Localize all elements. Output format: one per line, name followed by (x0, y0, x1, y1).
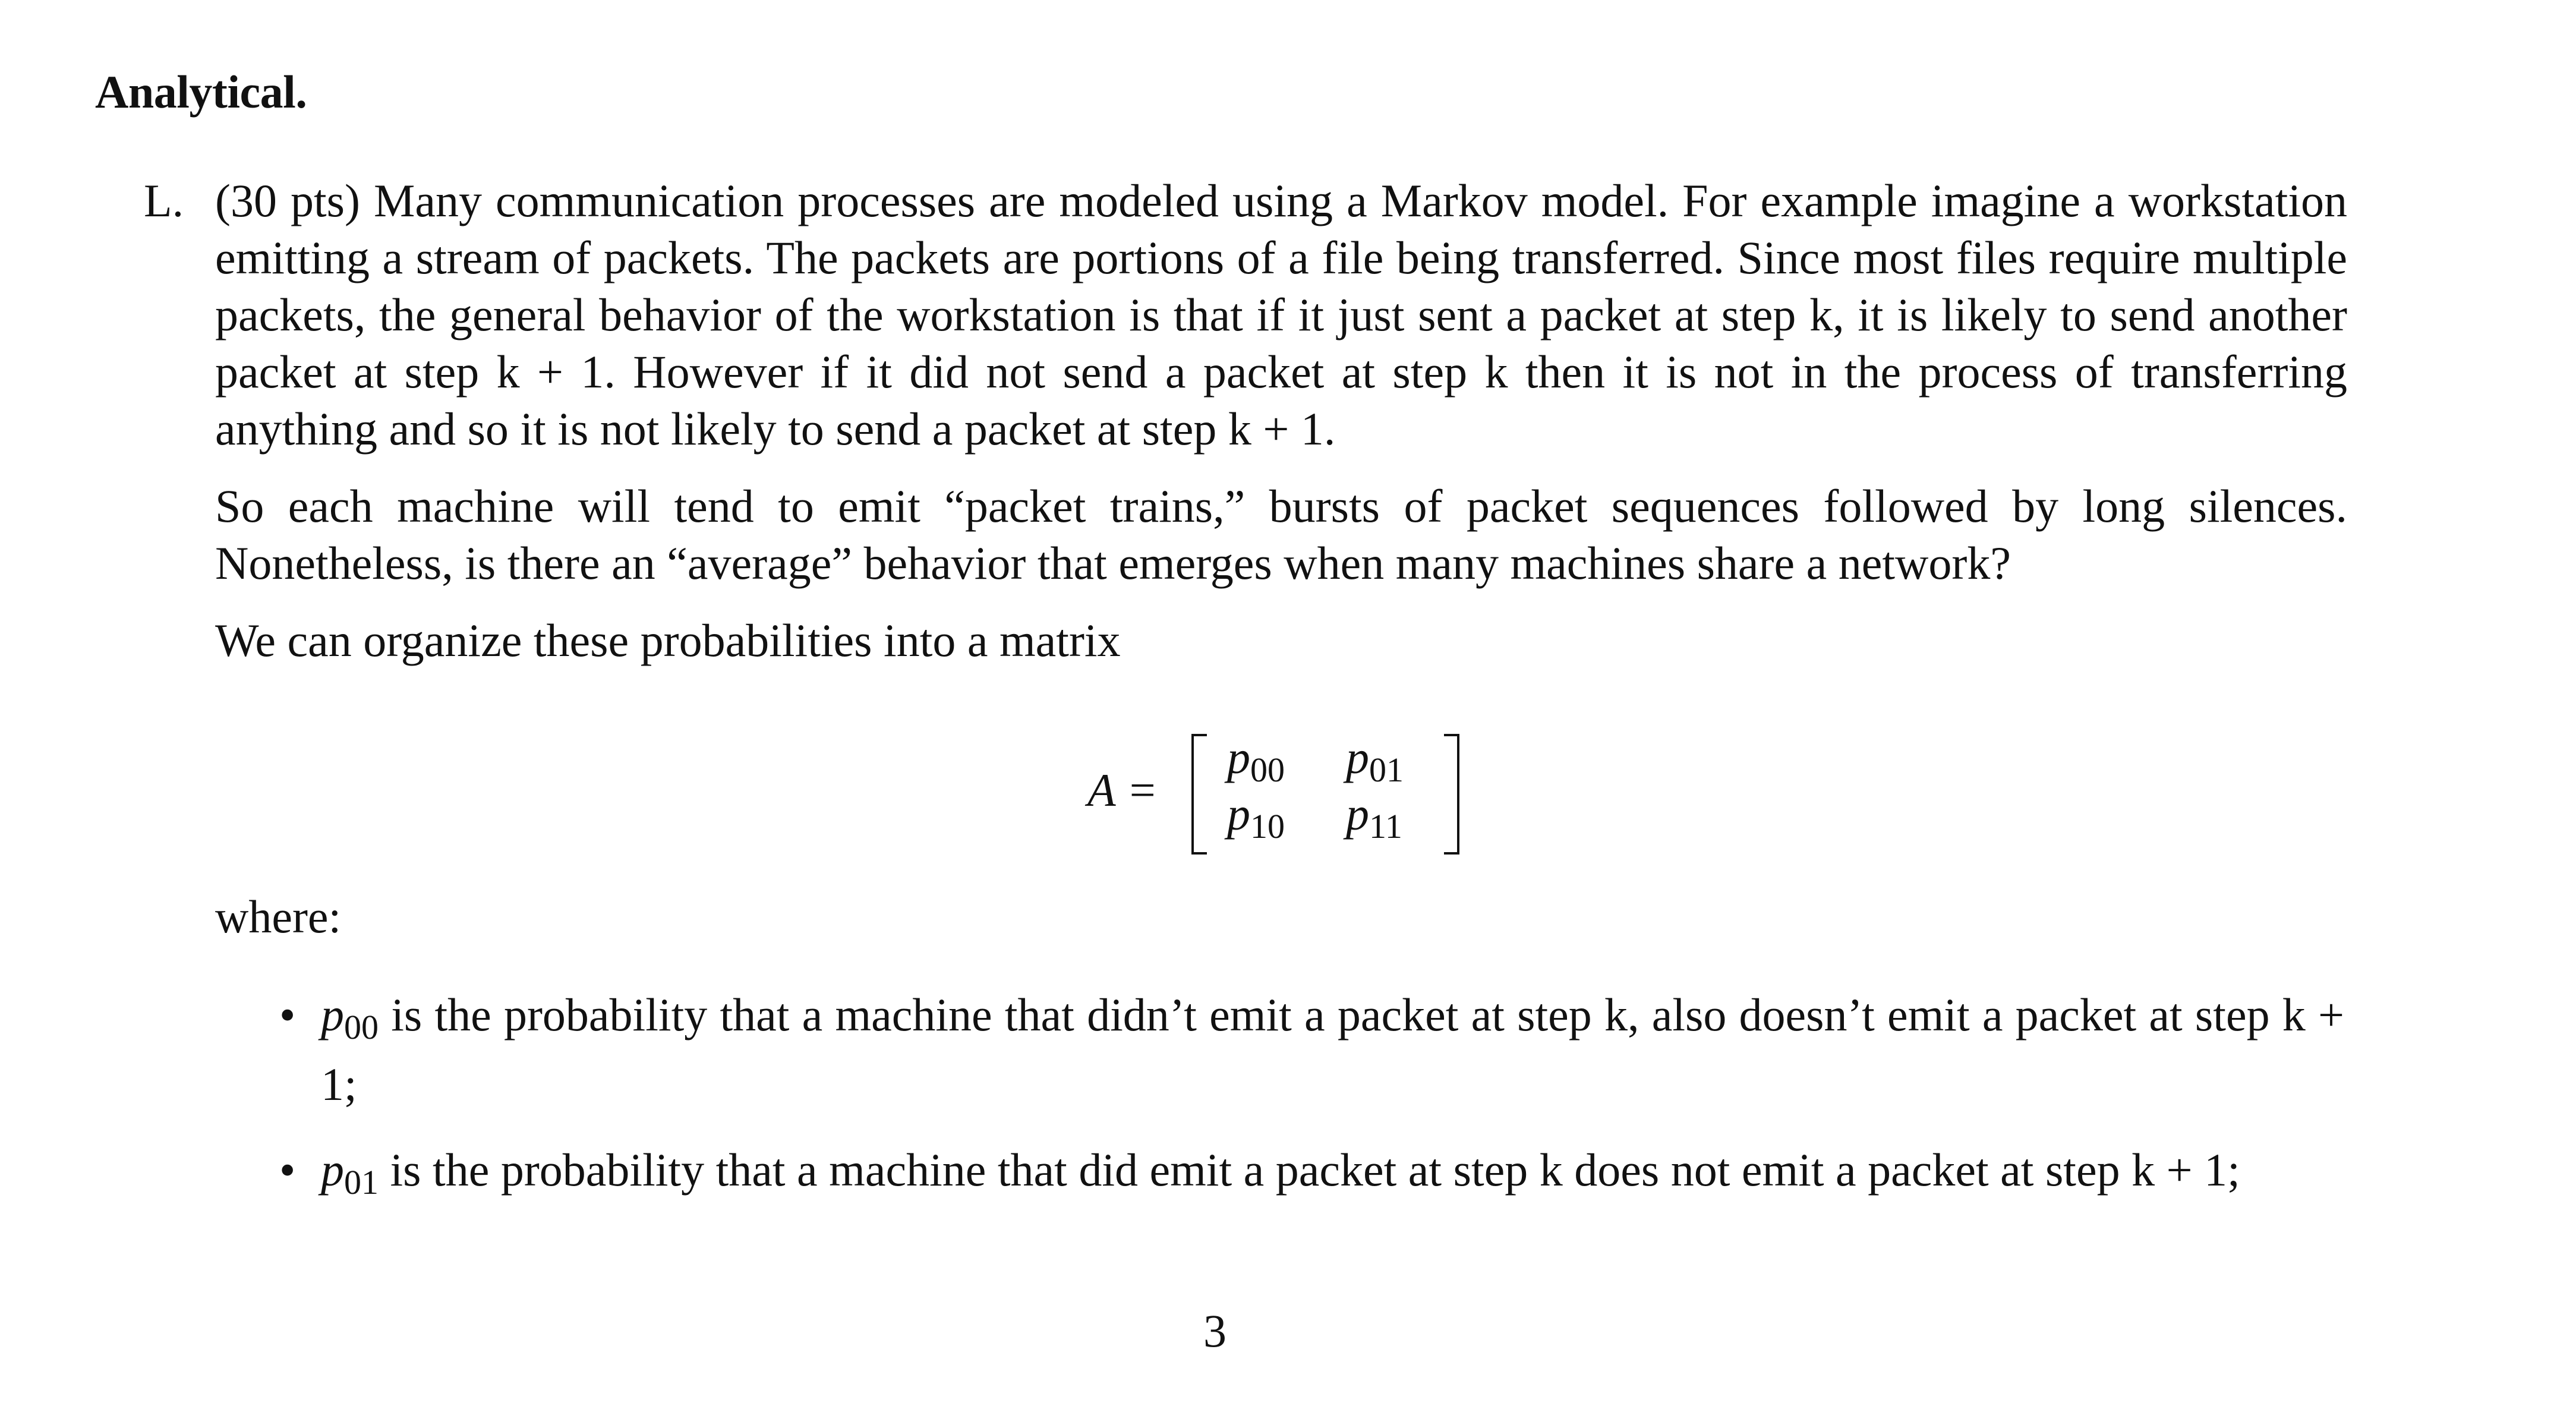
bullet-subscript: 00 (344, 1008, 379, 1046)
bullet-subscript: 01 (344, 1163, 379, 1202)
matrix-cell-p00: $p_{00}$ (1227, 732, 1285, 789)
matrix-left-bracket (1191, 734, 1207, 855)
matrix-cell-p11: $p_{11}$ (1346, 788, 1402, 846)
problem-paragraph-1: (30 pts) Many communication processes are modeled using a Markov model. For example imagine a workstation emitting a stream of packets. The packets are portions of a file being transferred. Since most files require multiple packets, the general behavior of the workstation is that if it just sent a packet at step k, it is likely to send another packet at step k + 1. However if it did not send a packet at step k then it is not in the process of transferring anything and so it is not likely to send a packet at step k + 1. (215, 175, 2347, 455)
section-heading: Analytical. (95, 66, 307, 118)
matrix-lhs: A = (1087, 764, 1158, 816)
list-item (279, 1142, 2344, 1211)
bullet-symbol: p (321, 989, 344, 1041)
problem-paragraph-2: So each machine will tend to emit “packet trains,” bursts of packet sequences followed by long silences. Nonetheless, is there an “average” behavior that emerges when many machines share a network? (215, 480, 2347, 589)
bullet-icon: • (279, 989, 296, 1041)
bullet-icon: • (279, 1144, 296, 1196)
matrix-right-bracket (1444, 734, 1459, 855)
list-item (279, 986, 2344, 1113)
page-number: 3 (1203, 1305, 1226, 1357)
matrix-cell-p10: $p_{10}$ (1227, 788, 1285, 846)
definition-list (279, 986, 2344, 1240)
where-label: where: (215, 891, 342, 942)
matrix-cell-p01: $p_{01}$ (1346, 732, 1404, 789)
problem-paragraph-3: We can organize these probabilities into a matrix (215, 614, 1121, 666)
bullet-text: is the probability that a machine that did emit a packet at step k does not emit a packet at step k + 1; (379, 1144, 2240, 1196)
bullet-text: is the probability that a machine that didn’t emit a packet at step k, also doesn’t emit a packet at step k + 1; (321, 989, 2344, 1110)
bullet-symbol: p (321, 1144, 344, 1196)
problem-block (144, 172, 2347, 669)
problem-label: L. (144, 175, 184, 226)
